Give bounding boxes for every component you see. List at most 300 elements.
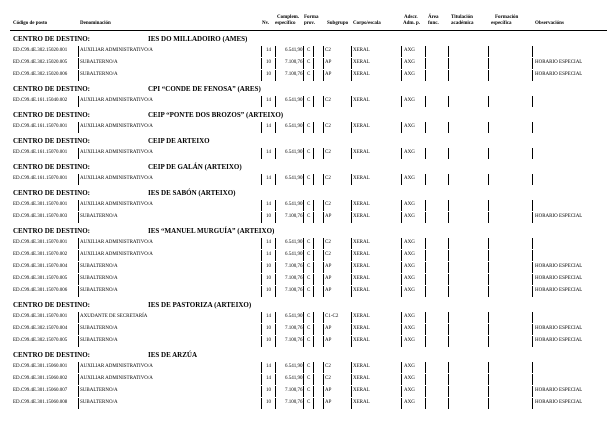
cell-den: SUBALTERNO/A bbox=[80, 72, 118, 77]
cell-corpo: XERAL bbox=[353, 150, 370, 155]
section-header bbox=[0, 35, 615, 45]
column-divider bbox=[313, 58, 314, 69]
column-divider bbox=[303, 58, 304, 69]
cell-den: AUXILIAR ADMINISTRATIVO/A bbox=[80, 364, 153, 369]
column-divider bbox=[275, 238, 276, 249]
cell-adm: AXG bbox=[404, 72, 415, 77]
cell-den: AUXILIAR ADMINISTRATIVO/A bbox=[80, 202, 153, 207]
column-divider bbox=[313, 122, 314, 133]
cell-den: AUXILIAR ADMINISTRATIVO/A bbox=[80, 48, 153, 53]
table-row bbox=[0, 323, 615, 335]
column-divider bbox=[488, 374, 489, 385]
column-divider bbox=[313, 398, 314, 409]
cell-corpo: XERAL bbox=[353, 388, 370, 393]
cell-adm: AXG bbox=[404, 240, 415, 245]
column-divider bbox=[401, 312, 402, 323]
column-divider bbox=[401, 70, 402, 81]
cell-codigo: ED.C99.4E.302.15020.001 bbox=[13, 48, 68, 53]
cell-adm: AXG bbox=[404, 150, 415, 155]
column-divider bbox=[448, 274, 449, 285]
column-divider bbox=[532, 174, 533, 185]
cell-ce: 6.541,90 bbox=[285, 48, 303, 53]
cell-nv: 10 bbox=[266, 72, 271, 77]
column-divider bbox=[323, 70, 324, 81]
column-divider bbox=[303, 286, 304, 297]
column-divider bbox=[425, 200, 426, 211]
column-divider bbox=[78, 362, 79, 373]
cell-fp: C bbox=[307, 176, 311, 181]
column-divider bbox=[448, 58, 449, 69]
cell-sg: C2 bbox=[325, 376, 331, 381]
cell-nv: 10 bbox=[266, 338, 271, 343]
column-divider bbox=[313, 46, 314, 57]
cell-adm: AXG bbox=[404, 388, 415, 393]
column-divider bbox=[303, 46, 304, 57]
column-divider bbox=[303, 70, 304, 81]
column-divider bbox=[425, 374, 426, 385]
column-divider bbox=[532, 386, 533, 397]
column-divider bbox=[275, 386, 276, 397]
column-divider bbox=[448, 362, 449, 373]
column-divider bbox=[532, 148, 533, 159]
column-divider bbox=[261, 286, 262, 297]
column-divider bbox=[488, 262, 489, 273]
column-divider bbox=[425, 324, 426, 335]
cell-adm: AXG bbox=[404, 252, 415, 257]
column-divider bbox=[275, 174, 276, 185]
cell-codigo: ED.C99.4E.161.15070.001 bbox=[13, 150, 68, 155]
column-divider bbox=[532, 274, 533, 285]
cell-den: AUXILIAR ADMINISTRATIVO/A bbox=[80, 240, 153, 245]
cell-adm: AXG bbox=[404, 400, 415, 405]
column-divider bbox=[78, 174, 79, 185]
column-divider bbox=[351, 262, 352, 273]
column-divider bbox=[488, 200, 489, 211]
cell-nv: 14 bbox=[266, 376, 271, 381]
cell-codigo: ED.C99.4E.302.15070.005 bbox=[13, 338, 68, 343]
cell-adm: AXG bbox=[404, 202, 415, 207]
column-divider bbox=[261, 312, 262, 323]
column-divider bbox=[275, 262, 276, 273]
column-divider bbox=[261, 58, 262, 69]
column-divider bbox=[78, 312, 79, 323]
column-divider bbox=[401, 122, 402, 133]
table-row bbox=[0, 211, 615, 223]
column-divider bbox=[401, 274, 402, 285]
column-divider bbox=[488, 274, 489, 285]
cell-adm: AXG bbox=[404, 176, 415, 181]
column-divider bbox=[448, 386, 449, 397]
cell-fp: C bbox=[307, 98, 311, 103]
cell-den: SUBALTERNO/A bbox=[80, 400, 118, 405]
cell-corpo: XERAL bbox=[353, 338, 370, 343]
column-divider bbox=[303, 274, 304, 285]
cell-ce: 6.541,90 bbox=[285, 202, 303, 207]
column-divider bbox=[425, 212, 426, 223]
cell-nv: 14 bbox=[266, 48, 271, 53]
column-divider bbox=[351, 174, 352, 185]
column-divider bbox=[425, 250, 426, 261]
column-divider bbox=[532, 398, 533, 409]
section-label: CENTRO DE DESTINO: bbox=[13, 163, 91, 171]
cell-ce: 7.100,76 bbox=[285, 60, 303, 65]
column-divider bbox=[488, 386, 489, 397]
column-divider bbox=[351, 96, 352, 107]
column-divider bbox=[313, 174, 314, 185]
section-label: CENTRO DE DESTINO: bbox=[13, 35, 91, 43]
section-label: CENTRO DE DESTINO: bbox=[13, 85, 91, 93]
cell-adm: AXG bbox=[404, 214, 415, 219]
cell-ce: 7.100,76 bbox=[285, 214, 303, 219]
column-divider bbox=[261, 212, 262, 223]
column-divider bbox=[448, 238, 449, 249]
column-divider bbox=[78, 96, 79, 107]
cell-adm: AXG bbox=[404, 60, 415, 65]
column-divider bbox=[488, 96, 489, 107]
column-divider bbox=[351, 46, 352, 57]
column-divider bbox=[78, 250, 79, 261]
cell-nv: 14 bbox=[266, 202, 271, 207]
header-titulacion-bot: académica bbox=[451, 21, 474, 26]
column-divider bbox=[323, 286, 324, 297]
column-divider bbox=[323, 212, 324, 223]
cell-ce: 7.100,76 bbox=[285, 338, 303, 343]
cell-obs: HORARIO ESPECIAL bbox=[535, 400, 583, 405]
cell-corpo: XERAL bbox=[353, 202, 370, 207]
column-divider bbox=[275, 122, 276, 133]
column-divider bbox=[275, 46, 276, 57]
cell-codigo: ED.C99.4E.161.15070.001 bbox=[13, 176, 68, 181]
cell-fp: C bbox=[307, 48, 311, 53]
column-divider bbox=[425, 58, 426, 69]
cell-codigo: ED.C99.4E.301.15070.001 bbox=[13, 240, 68, 245]
column-divider bbox=[261, 238, 262, 249]
cell-adm: AXG bbox=[404, 376, 415, 381]
column-divider bbox=[488, 324, 489, 335]
column-divider bbox=[275, 70, 276, 81]
cell-fp: C bbox=[307, 338, 311, 343]
cell-adm: AXG bbox=[404, 326, 415, 331]
column-divider bbox=[323, 174, 324, 185]
column-divider bbox=[303, 200, 304, 211]
column-divider bbox=[401, 250, 402, 261]
column-divider bbox=[532, 238, 533, 249]
cell-ce: 6.541,90 bbox=[285, 376, 303, 381]
cell-obs: HORARIO ESPECIAL bbox=[535, 388, 583, 393]
cell-nv: 14 bbox=[266, 98, 271, 103]
cell-fp: C bbox=[307, 388, 311, 393]
cell-fp: C bbox=[307, 264, 311, 269]
cell-codigo: ED.C99.4E.161.15070.001 bbox=[13, 124, 68, 129]
column-divider bbox=[261, 148, 262, 159]
cell-ce: 6.541,90 bbox=[285, 98, 303, 103]
cell-nv: 10 bbox=[266, 264, 271, 269]
column-divider bbox=[313, 238, 314, 249]
cell-corpo: XERAL bbox=[353, 48, 370, 53]
column-divider bbox=[78, 336, 79, 347]
column-divider bbox=[351, 238, 352, 249]
column-divider bbox=[448, 312, 449, 323]
column-divider bbox=[351, 324, 352, 335]
cell-codigo: ED.C99.4E.301.15070.006 bbox=[13, 288, 68, 293]
column-divider bbox=[401, 374, 402, 385]
cell-fp: C bbox=[307, 72, 311, 77]
column-divider bbox=[448, 286, 449, 297]
column-divider bbox=[275, 324, 276, 335]
column-divider bbox=[448, 212, 449, 223]
column-divider bbox=[78, 122, 79, 133]
cell-fp: C bbox=[307, 314, 311, 319]
column-divider bbox=[261, 122, 262, 133]
column-divider bbox=[448, 262, 449, 273]
cell-adm: AXG bbox=[404, 264, 415, 269]
column-divider bbox=[401, 386, 402, 397]
column-divider bbox=[488, 46, 489, 57]
cell-den: AUXILIAR ADMINISTRATIVO/A bbox=[80, 98, 153, 103]
cell-ce: 6.541,90 bbox=[285, 240, 303, 245]
cell-ce: 7.100,76 bbox=[285, 288, 303, 293]
cell-corpo: XERAL bbox=[353, 314, 370, 319]
cell-adm: AXG bbox=[404, 98, 415, 103]
column-divider bbox=[532, 212, 533, 223]
header-subgrupo: Subgrupo bbox=[327, 21, 349, 26]
table-row bbox=[0, 121, 615, 133]
header-titulacion-top: Titulación bbox=[451, 15, 473, 20]
section-header bbox=[0, 111, 615, 121]
cell-nv: 10 bbox=[266, 326, 271, 331]
cell-codigo: ED.C99.4E.302.15020.006 bbox=[13, 72, 68, 77]
table-row bbox=[0, 385, 615, 397]
cell-codigo: ED.C99.4E.301.15060.008 bbox=[13, 400, 68, 405]
header-formacion-top: Formación bbox=[495, 15, 519, 20]
cell-corpo: XERAL bbox=[353, 288, 370, 293]
cell-fp: C bbox=[307, 252, 311, 257]
column-divider bbox=[351, 70, 352, 81]
cell-obs: HORARIO ESPECIAL bbox=[535, 214, 583, 219]
column-divider bbox=[313, 200, 314, 211]
column-divider bbox=[532, 200, 533, 211]
header-adscr-bot: Adm. p. bbox=[403, 21, 421, 26]
cell-codigo: ED.C99.4E.302.15070.004 bbox=[13, 326, 68, 331]
table-row bbox=[0, 397, 615, 409]
cell-adm: AXG bbox=[404, 276, 415, 281]
cell-den: SUBALTERNO/A bbox=[80, 264, 118, 269]
column-divider bbox=[78, 200, 79, 211]
cell-codigo: ED.C99.4E.301.15070.001 bbox=[13, 202, 68, 207]
cell-fp: C bbox=[307, 288, 311, 293]
table-row bbox=[0, 261, 615, 273]
cell-sg: AP bbox=[325, 400, 332, 405]
column-divider bbox=[488, 58, 489, 69]
column-divider bbox=[323, 312, 324, 323]
section-header bbox=[0, 137, 615, 147]
cell-fp: C bbox=[307, 124, 311, 129]
column-divider bbox=[401, 200, 402, 211]
column-divider bbox=[323, 96, 324, 107]
cell-corpo: XERAL bbox=[353, 326, 370, 331]
column-divider bbox=[313, 312, 314, 323]
cell-codigo: ED.C99.4E.301.15060.002 bbox=[13, 376, 68, 381]
table-row bbox=[0, 69, 615, 81]
column-divider bbox=[323, 374, 324, 385]
cell-fp: C bbox=[307, 150, 311, 155]
table-row bbox=[0, 95, 615, 107]
section-name: IES DE PASTORIZA (ARTEIXO) bbox=[148, 301, 252, 309]
column-divider bbox=[532, 96, 533, 107]
cell-den: SUBALTERNO/A bbox=[80, 338, 118, 343]
section-name: CPI “CONDE DE FENOSA” (ARES) bbox=[148, 85, 261, 93]
cell-ce: 6.541,90 bbox=[285, 176, 303, 181]
column-divider bbox=[323, 122, 324, 133]
cell-obs: HORARIO ESPECIAL bbox=[535, 72, 583, 77]
cell-corpo: XERAL bbox=[353, 252, 370, 257]
cell-sg: C2 bbox=[325, 240, 331, 245]
column-divider bbox=[261, 96, 262, 107]
cell-codigo: ED.C99.4E.161.15040.002 bbox=[13, 98, 68, 103]
cell-nv: 14 bbox=[266, 314, 271, 319]
column-divider bbox=[448, 336, 449, 347]
column-divider bbox=[313, 374, 314, 385]
section-label: CENTRO DE DESTINO: bbox=[13, 301, 91, 309]
section-header bbox=[0, 227, 615, 237]
column-divider bbox=[78, 324, 79, 335]
cell-fp: C bbox=[307, 364, 311, 369]
cell-sg: C2 bbox=[325, 252, 331, 257]
column-divider bbox=[323, 274, 324, 285]
cell-ce: 7.100,76 bbox=[285, 264, 303, 269]
column-divider bbox=[313, 274, 314, 285]
cell-den: SUBALTERNO/A bbox=[80, 214, 118, 219]
column-divider bbox=[323, 398, 324, 409]
section-header bbox=[0, 351, 615, 361]
cell-corpo: XERAL bbox=[353, 240, 370, 245]
column-divider bbox=[323, 46, 324, 57]
column-divider bbox=[488, 238, 489, 249]
header-adscr-top: Adscr. bbox=[404, 15, 418, 20]
section-label: CENTRO DE DESTINO: bbox=[13, 227, 91, 235]
column-divider bbox=[448, 46, 449, 57]
cell-obs: HORARIO ESPECIAL bbox=[535, 264, 583, 269]
cell-fp: C bbox=[307, 376, 311, 381]
cell-fp: C bbox=[307, 214, 311, 219]
table-row bbox=[0, 173, 615, 185]
cell-nv: 10 bbox=[266, 276, 271, 281]
cell-codigo: ED.C99.4E.301.15070.005 bbox=[13, 276, 68, 281]
header-formacion-bot: específica bbox=[491, 21, 512, 26]
column-divider bbox=[261, 362, 262, 373]
column-divider bbox=[401, 96, 402, 107]
column-divider bbox=[532, 122, 533, 133]
cell-codigo: ED.C99.4E.301.15070.002 bbox=[13, 252, 68, 257]
cell-den: SUBALTERNO/A bbox=[80, 326, 118, 331]
column-divider bbox=[275, 312, 276, 323]
cell-nv: 14 bbox=[266, 240, 271, 245]
column-divider bbox=[303, 386, 304, 397]
cell-corpo: XERAL bbox=[353, 176, 370, 181]
cell-codigo: ED.C99.4E.301.15070.004 bbox=[13, 264, 68, 269]
cell-den: AUXILIAR ADMINISTRATIVO/A bbox=[80, 252, 153, 257]
column-divider bbox=[275, 398, 276, 409]
column-divider bbox=[303, 362, 304, 373]
cell-sg: C2 bbox=[325, 124, 331, 129]
cell-corpo: XERAL bbox=[353, 98, 370, 103]
column-divider bbox=[313, 324, 314, 335]
column-divider bbox=[532, 312, 533, 323]
column-divider bbox=[313, 262, 314, 273]
column-divider bbox=[488, 148, 489, 159]
cell-adm: AXG bbox=[404, 48, 415, 53]
cell-corpo: XERAL bbox=[353, 376, 370, 381]
cell-nv: 14 bbox=[266, 176, 271, 181]
cell-fp: C bbox=[307, 400, 311, 405]
column-divider bbox=[532, 70, 533, 81]
column-divider bbox=[448, 148, 449, 159]
section-header bbox=[0, 189, 615, 199]
column-divider bbox=[488, 122, 489, 133]
column-divider bbox=[488, 70, 489, 81]
column-divider bbox=[448, 324, 449, 335]
cell-ce: 6.541,90 bbox=[285, 252, 303, 257]
column-divider bbox=[425, 386, 426, 397]
column-divider bbox=[261, 250, 262, 261]
column-divider bbox=[303, 312, 304, 323]
cell-ce: 7.100,76 bbox=[285, 276, 303, 281]
cell-fp: C bbox=[307, 326, 311, 331]
cell-den: SUBALTERNO/A bbox=[80, 276, 118, 281]
section-label: CENTRO DE DESTINO: bbox=[13, 111, 91, 119]
section-header bbox=[0, 301, 615, 311]
column-divider bbox=[303, 398, 304, 409]
section-label: CENTRO DE DESTINO: bbox=[13, 189, 91, 197]
cell-nv: 10 bbox=[266, 388, 271, 393]
column-divider bbox=[532, 324, 533, 335]
table-row bbox=[0, 249, 615, 261]
cell-corpo: XERAL bbox=[353, 214, 370, 219]
cell-fp: C bbox=[307, 276, 311, 281]
cell-sg: C2 bbox=[325, 176, 331, 181]
section-label: CENTRO DE DESTINO: bbox=[13, 137, 91, 145]
column-divider bbox=[488, 286, 489, 297]
header-forma-bot: prov. bbox=[304, 21, 315, 26]
column-divider bbox=[303, 336, 304, 347]
cell-obs: HORARIO ESPECIAL bbox=[535, 60, 583, 65]
column-divider bbox=[401, 148, 402, 159]
column-divider bbox=[401, 286, 402, 297]
column-divider bbox=[313, 148, 314, 159]
column-divider bbox=[261, 398, 262, 409]
column-divider bbox=[78, 262, 79, 273]
column-divider bbox=[303, 324, 304, 335]
column-divider bbox=[351, 386, 352, 397]
cell-codigo: ED.C99.4E.301.15070.003 bbox=[13, 214, 68, 219]
column-divider bbox=[275, 336, 276, 347]
table-row bbox=[0, 199, 615, 211]
header-codigo: Código de posto bbox=[13, 21, 48, 26]
section-header bbox=[0, 163, 615, 173]
cell-sg: AP bbox=[325, 276, 332, 281]
column-divider bbox=[261, 200, 262, 211]
column-divider bbox=[488, 336, 489, 347]
cell-adm: AXG bbox=[404, 288, 415, 293]
cell-obs: HORARIO ESPECIAL bbox=[535, 276, 583, 281]
column-divider bbox=[275, 374, 276, 385]
column-divider bbox=[313, 362, 314, 373]
column-divider bbox=[313, 386, 314, 397]
column-divider bbox=[313, 212, 314, 223]
column-divider bbox=[448, 200, 449, 211]
table-row bbox=[0, 273, 615, 285]
cell-nv: 10 bbox=[266, 60, 271, 65]
